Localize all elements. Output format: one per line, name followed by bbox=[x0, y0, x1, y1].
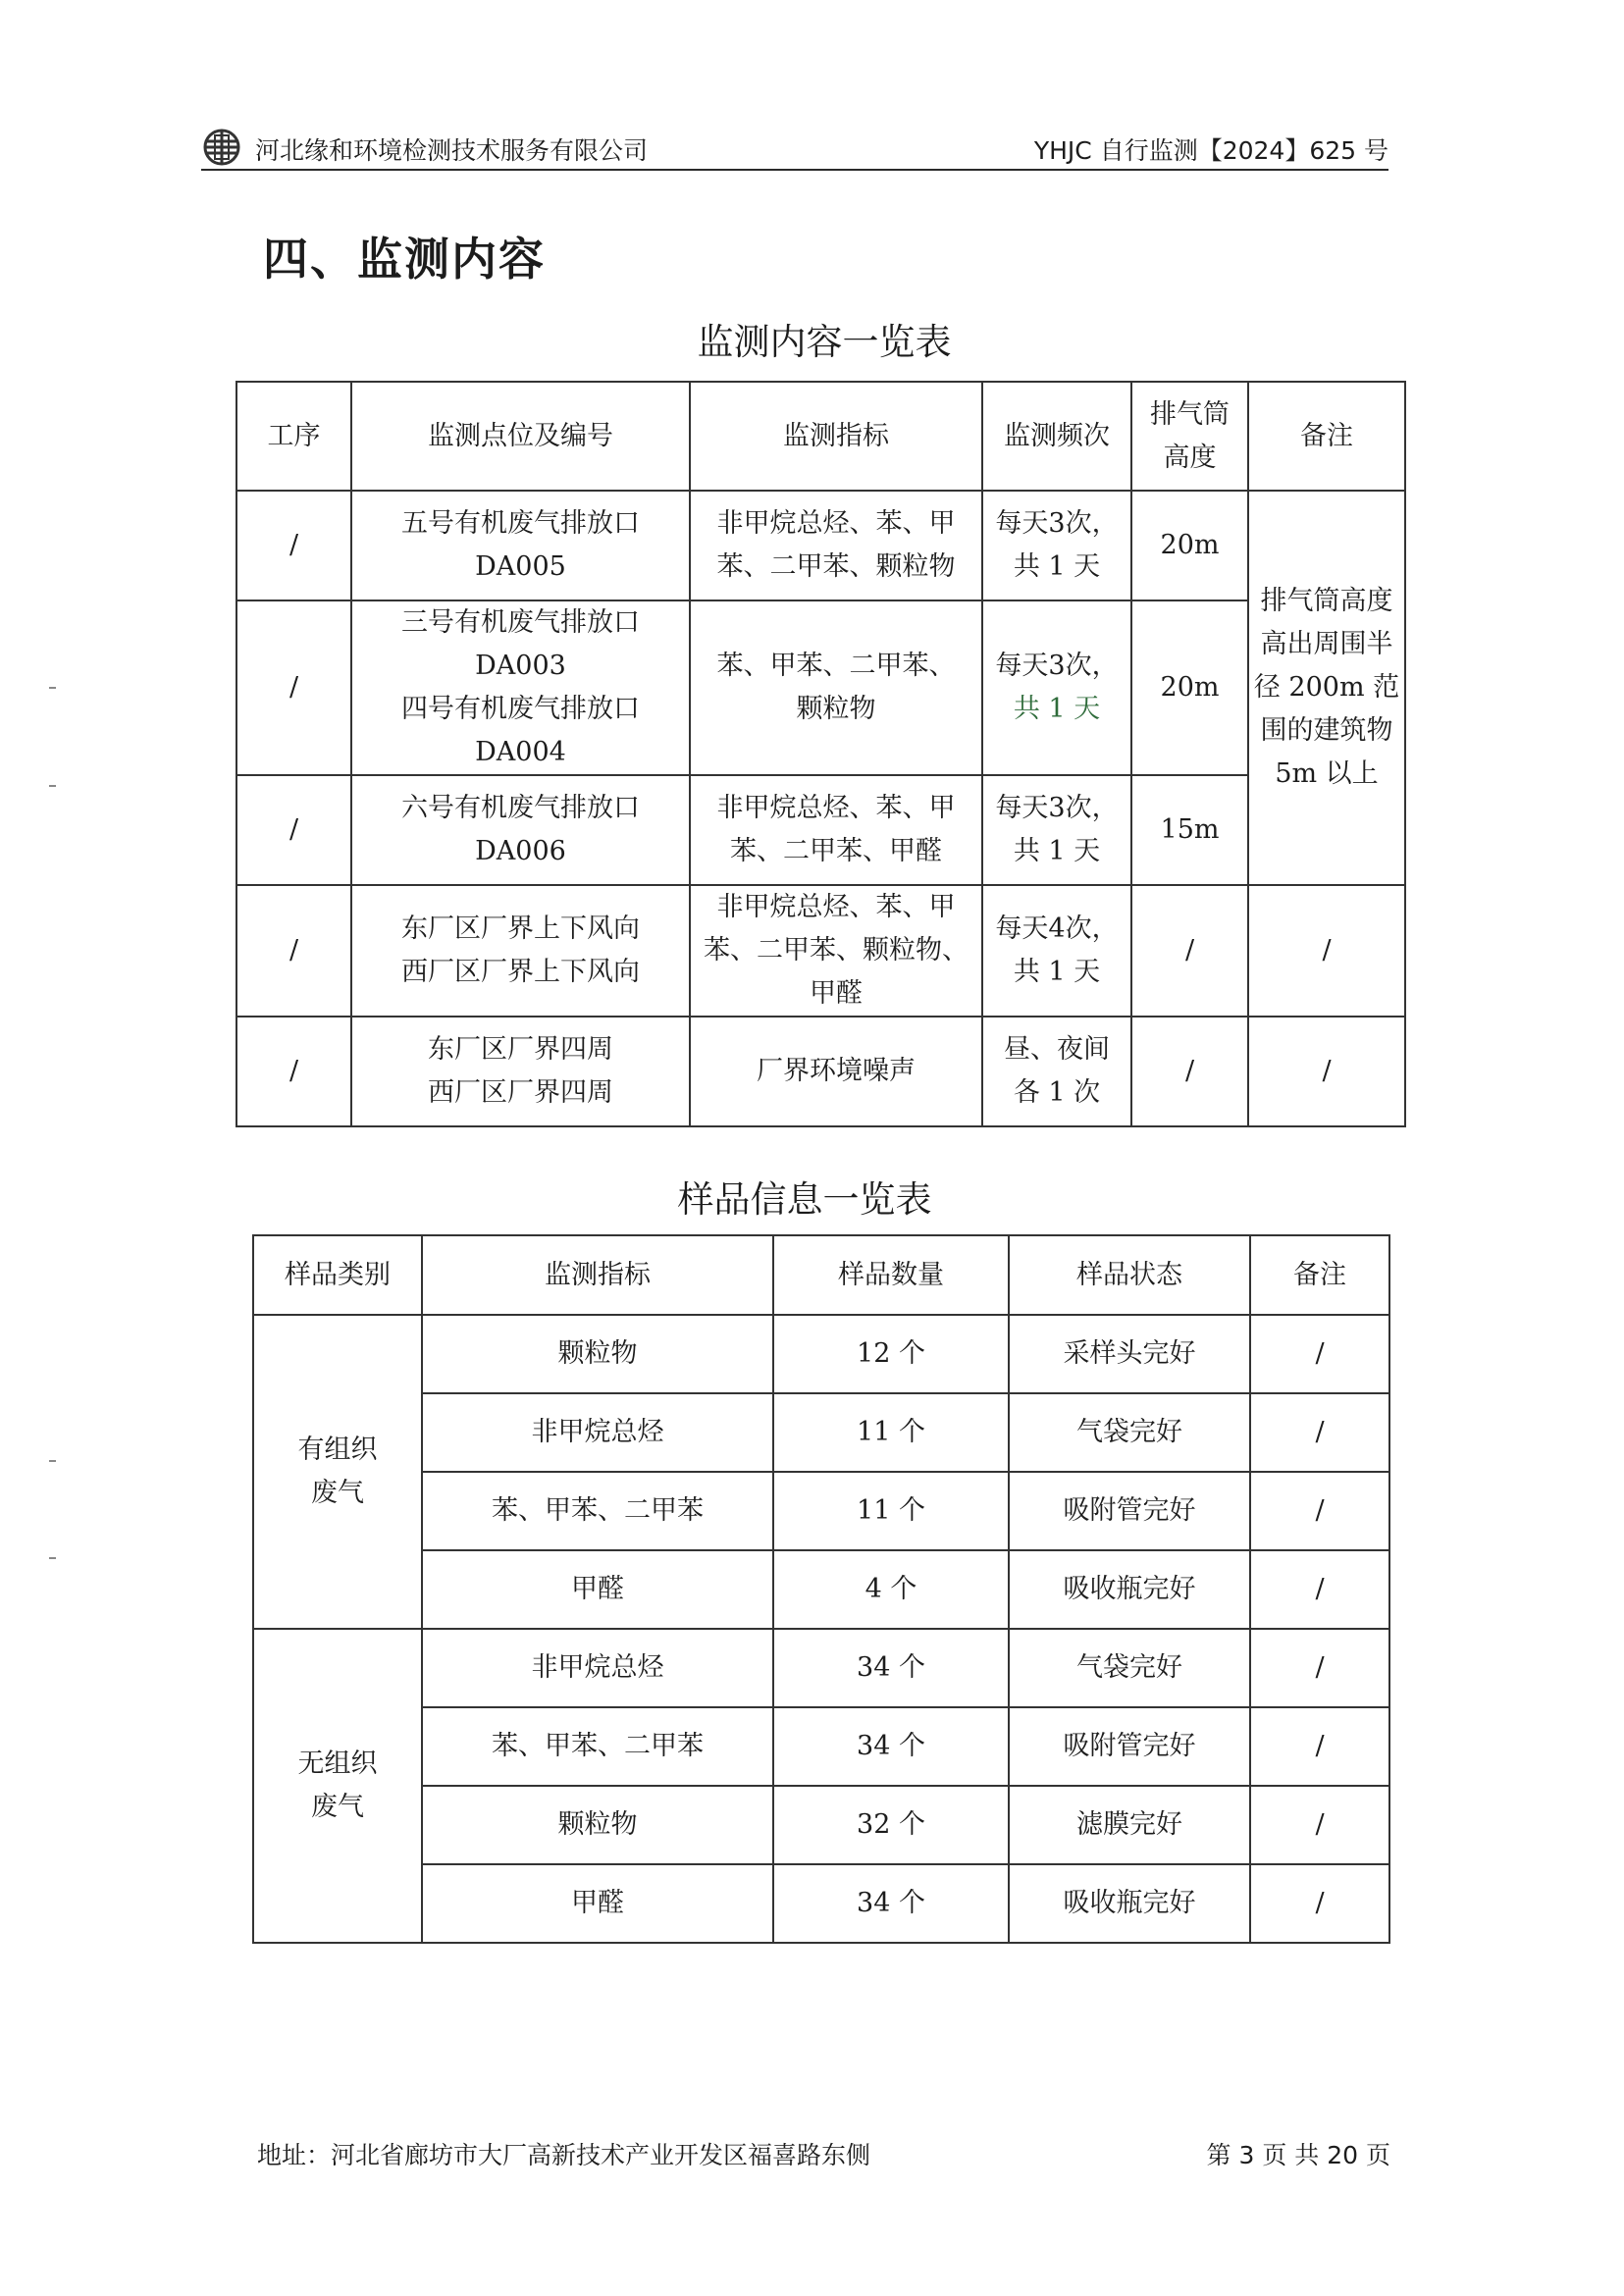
process-cell: / bbox=[236, 600, 351, 775]
scan-mark bbox=[49, 687, 56, 689]
header-frequency: 监测频次 bbox=[982, 382, 1131, 491]
height-cell: 20m bbox=[1131, 600, 1248, 775]
section-title: 四、监测内容 bbox=[263, 233, 546, 286]
quantity-cell: 4 个 bbox=[773, 1550, 1009, 1629]
state-cell: 滤膜完好 bbox=[1009, 1786, 1250, 1864]
indicators-cell: 非甲烷总烃、苯、甲 苯、二甲苯、颗粒物、 甲醛 bbox=[690, 885, 982, 1017]
table-row bbox=[253, 1472, 1389, 1550]
table-row bbox=[236, 600, 1405, 775]
indicator-cell: 颗粒物 bbox=[422, 1786, 773, 1864]
header-state: 样品状态 bbox=[1009, 1235, 1250, 1315]
remark-cell: / bbox=[1250, 1472, 1389, 1550]
quantity-cell: 12 个 bbox=[773, 1315, 1009, 1393]
monitor-table bbox=[236, 381, 1406, 1127]
quantity-cell: 11 个 bbox=[773, 1472, 1009, 1550]
page-number: 第 3 页 共 20 页 bbox=[1206, 2141, 1390, 2169]
point-cell: 三号有机废气排放口 DA003 四号有机废气排放口 DA004 bbox=[351, 600, 690, 775]
frequency-line: 每天4次， bbox=[995, 913, 1119, 944]
state-cell: 气袋完好 bbox=[1009, 1629, 1250, 1707]
header-point: 监测点位及编号 bbox=[351, 382, 690, 491]
state-cell: 采样头完好 bbox=[1009, 1315, 1250, 1393]
process-cell: / bbox=[236, 491, 351, 600]
point-cell: 五号有机废气排放口 DA005 bbox=[351, 491, 690, 600]
frequency-line: 共 1 天 bbox=[1013, 957, 1101, 987]
merged-remark-cell: 排气筒高度 高出周围半 径 200m 范 围的建筑物 5m 以上 bbox=[1248, 491, 1405, 885]
sample-table bbox=[252, 1234, 1390, 1944]
state-cell: 吸附管完好 bbox=[1009, 1472, 1250, 1550]
point-cell: 六号有机废气排放口 DA006 bbox=[351, 775, 690, 885]
quantity-cell: 11 个 bbox=[773, 1393, 1009, 1472]
quantity-cell: 34 个 bbox=[773, 1629, 1009, 1707]
indicators-cell: 非甲烷总烃、苯、甲 苯、二甲苯、颗粒物 bbox=[690, 491, 982, 600]
table-row bbox=[253, 1550, 1389, 1629]
remark-cell: / bbox=[1250, 1707, 1389, 1786]
remark-cell: / bbox=[1250, 1786, 1389, 1864]
monitor-table-title: 监测内容一览表 bbox=[697, 321, 952, 363]
frequency-cell bbox=[982, 885, 1131, 1017]
company-name: 河北缘和环境检测技术服务有限公司 bbox=[255, 136, 649, 165]
table-row bbox=[253, 1315, 1389, 1393]
height-cell: / bbox=[1131, 1017, 1248, 1126]
header-remark: 备注 bbox=[1248, 382, 1405, 491]
state-cell: 吸附管完好 bbox=[1009, 1707, 1250, 1786]
height-cell: / bbox=[1131, 885, 1248, 1017]
header-indicator: 监测指标 bbox=[422, 1235, 773, 1315]
indicator-cell: 苯、甲苯、二甲苯 bbox=[422, 1707, 773, 1786]
indicator-cell: 甲醛 bbox=[422, 1864, 773, 1943]
remark-cell: / bbox=[1250, 1393, 1389, 1472]
indicators-cell: 厂界环境噪声 bbox=[690, 1017, 982, 1126]
frequency-line: 共 1 天 bbox=[1013, 694, 1101, 724]
indicator-cell: 甲醛 bbox=[422, 1550, 773, 1629]
point-cell: 东厂区厂界上下风向 西厂区厂界上下风向 bbox=[351, 885, 690, 1017]
table-row bbox=[236, 885, 1405, 1017]
sample-table-title: 样品信息一览表 bbox=[677, 1178, 932, 1221]
quantity-cell: 34 个 bbox=[773, 1707, 1009, 1786]
frequency-line: 共 1 天 bbox=[1013, 551, 1101, 582]
header-category: 样品类别 bbox=[253, 1235, 422, 1315]
remark-cell: / bbox=[1250, 1550, 1389, 1629]
remark-cell: / bbox=[1250, 1864, 1389, 1943]
indicator-cell: 苯、甲苯、二甲苯 bbox=[422, 1472, 773, 1550]
height-cell: 15m bbox=[1131, 775, 1248, 885]
remark-cell: / bbox=[1248, 885, 1405, 1017]
process-cell: / bbox=[236, 775, 351, 885]
frequency-cell bbox=[982, 491, 1131, 600]
table-row bbox=[253, 1629, 1389, 1707]
indicator-cell: 非甲烷总烃 bbox=[422, 1629, 773, 1707]
state-cell: 吸收瓶完好 bbox=[1009, 1864, 1250, 1943]
category-cell: 有组织 废气 bbox=[253, 1315, 422, 1629]
remark-cell: / bbox=[1248, 1017, 1405, 1126]
table-row bbox=[253, 1786, 1389, 1864]
indicators-cell: 苯、甲苯、二甲苯、 颗粒物 bbox=[690, 600, 982, 775]
quantity-cell: 32 个 bbox=[773, 1786, 1009, 1864]
frequency-line: 每天3次， bbox=[995, 508, 1119, 539]
company-logo-icon bbox=[201, 128, 242, 167]
remark-cell: / bbox=[1250, 1315, 1389, 1393]
table-row bbox=[253, 1393, 1389, 1472]
indicator-cell: 颗粒物 bbox=[422, 1315, 773, 1393]
header-process: 工序 bbox=[236, 382, 351, 491]
scan-mark bbox=[49, 785, 56, 787]
table-row bbox=[253, 1864, 1389, 1943]
header-remark: 备注 bbox=[1250, 1235, 1389, 1315]
page-header bbox=[201, 128, 1388, 171]
scan-mark bbox=[49, 1460, 56, 1462]
header-indicators: 监测指标 bbox=[690, 382, 982, 491]
indicator-cell: 非甲烷总烃 bbox=[422, 1393, 773, 1472]
frequency-line: 昼、夜间 bbox=[1004, 1034, 1110, 1065]
table-row bbox=[236, 491, 1405, 600]
table-row bbox=[253, 1707, 1389, 1786]
document-number: YHJC 自行监测【2024】625 号 bbox=[1033, 136, 1388, 165]
header-stack-height: 排气筒 高度 bbox=[1131, 382, 1248, 491]
state-cell: 吸收瓶完好 bbox=[1009, 1550, 1250, 1629]
process-cell: / bbox=[236, 1017, 351, 1126]
process-cell: / bbox=[236, 885, 351, 1017]
footer-address: 地址：河北省廊坊市大厂高新技术产业开发区福喜路东侧 bbox=[257, 2141, 871, 2169]
frequency-cell bbox=[982, 1017, 1131, 1126]
table-row bbox=[236, 775, 1405, 885]
frequency-line: 各 1 次 bbox=[1013, 1077, 1101, 1108]
quantity-cell: 34 个 bbox=[773, 1864, 1009, 1943]
monitor-table-header-row bbox=[236, 382, 1405, 491]
frequency-line: 每天3次， bbox=[995, 651, 1119, 681]
frequency-cell bbox=[982, 775, 1131, 885]
table-row bbox=[236, 1017, 1405, 1126]
frequency-line: 共 1 天 bbox=[1013, 836, 1101, 866]
sample-table-header-row bbox=[253, 1235, 1389, 1315]
frequency-line: 每天3次， bbox=[995, 793, 1119, 823]
header-quantity: 样品数量 bbox=[773, 1235, 1009, 1315]
state-cell: 气袋完好 bbox=[1009, 1393, 1250, 1472]
category-cell: 无组织 废气 bbox=[253, 1629, 422, 1943]
height-cell: 20m bbox=[1131, 491, 1248, 600]
point-cell: 东厂区厂界四周 西厂区厂界四周 bbox=[351, 1017, 690, 1126]
scan-mark bbox=[49, 1557, 56, 1559]
frequency-cell bbox=[982, 600, 1131, 775]
remark-cell: / bbox=[1250, 1629, 1389, 1707]
indicators-cell: 非甲烷总烃、苯、甲 苯、二甲苯、甲醛 bbox=[690, 775, 982, 885]
